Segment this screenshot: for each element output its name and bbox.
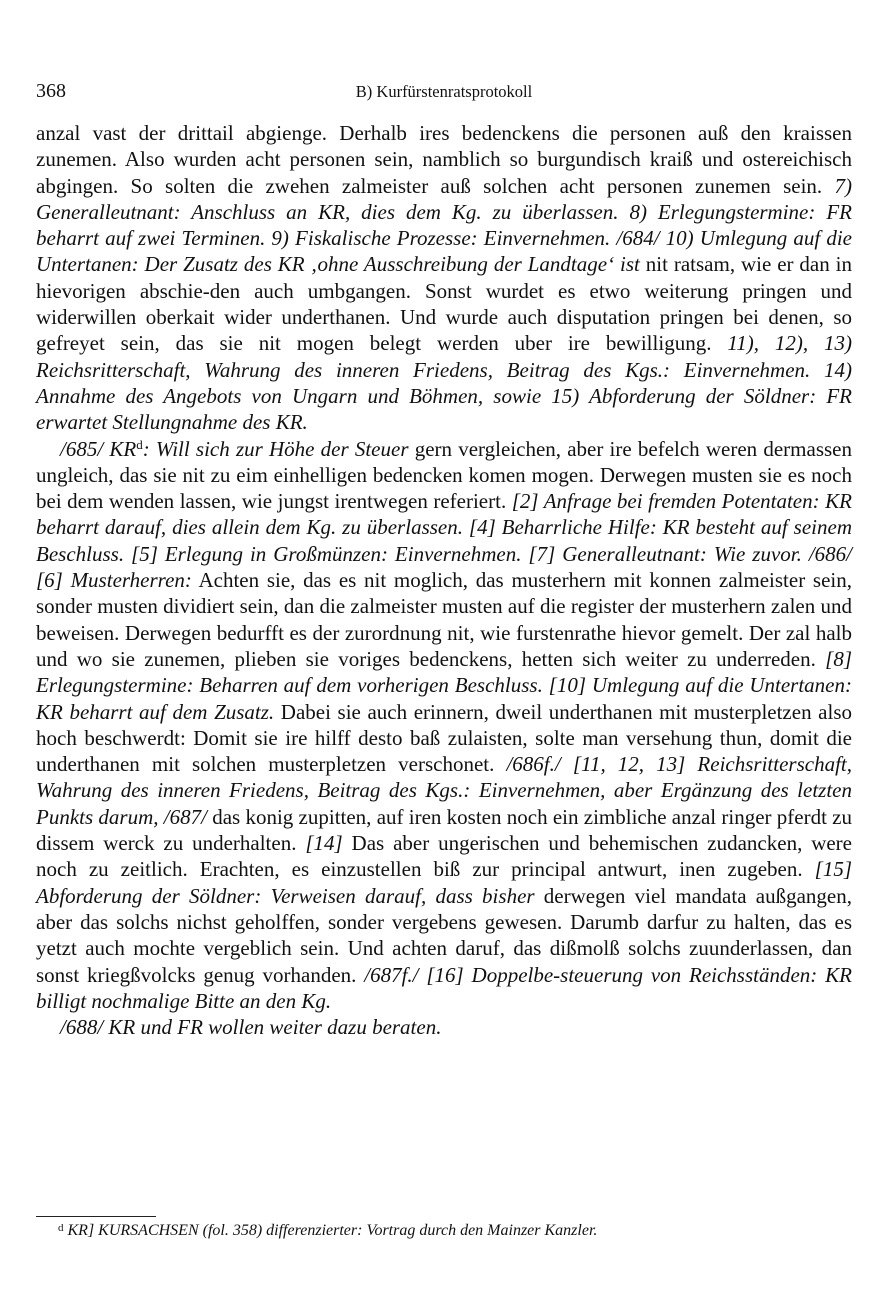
editorial-summary: [2] Anfrage bei fremden Potentaten: KR beharrt darauf, dies allein dem Kg. zu überlassen. [4] Beharrliche Hilfe: KR besteht auf seinem Beschluss. [5] Erlegung in Großmünzen: Einvernehmen. [7] Generalleutnant: Wie zuvor. /686/ [6] Musterherren: [36,489,852,593]
editorial-summary: /687f./ [16] Doppelbe-steuerung von Reichsständen: KR billigt nochmalige Bitte an den Kg. [36,962,852,1013]
page-header [36,80,852,106]
editorial-summary: /688/ KR und FR wollen weiter dazu beraten. [60,1015,442,1040]
footnote-marker: d [136,436,143,452]
text-run: Das aber ungerischen und behemischen zudancken, were noch zu zeitlich. Erachten, es einzustellen biß zur principal antwurt, inen zugeben. [36,831,852,882]
footnote-label: d [58,1222,64,1234]
footnote-text: KR] KURSACHSEN (fol. 358) differenzierter: Vortrag durch den Mainzer Kanzler. [67,1222,598,1239]
text-run: Dabei sie auch erinnern, dweil underthanen mit musterpletzen also hoch beschwerdt: Domit sie ire hilff desto baß zulaisten, solte man versehung thun, domit die underthanen mit solchen musterpletzen verschonet. [36,699,853,777]
text-run: derwegen viel mandata außgangen, aber das solchs nichst geholffen, sonder vergebens gewesen. Darumb darfur zu halten, das es yetzt auch mochte vergeblich sein. Und achten daruf, das dißmolß solchs zuunderlassen, dan sonst kriegßvolcks genug vorhanden. [36,883,852,987]
running-head: B) Kurfürstenratsprotokoll [355,82,533,101]
paragraph-1 [36,120,852,436]
text-run: gern vergleichen, aber ire befelch weren dermassen ungleich, das sie nit zu eim einhelligen bedencken komen mogen. Derwegen musten sie es noch bei dem wenden lassen, wie jungst irentwegen referiert. [36,436,852,514]
paragraph-3 [36,1014,852,1040]
editorial-summary: [8] Erlegungstermine: Beharren auf dem vorherigen Beschluss. [10] Umlegung auf die Untertanen: KR beharrt auf dem Zusatz. [36,646,852,724]
text-run: nit ratsam, wie er dan in hievorigen abschie-den auch umbgangen. Sonst wurdet es etwo weiterung pringen und widerwillen oberkait wider underthanen. Und wurde auch disputation pringen bei denen, so gefreyet sein, das sie nit mogen belegt werden uber ire bewilligung. [36,252,853,356]
text-run: anzal vast der drittail abgienge. Derhalb ires bedenckens die personen auß den kraissen zunemen. Also wurden acht personen sein, namblich so burgundisch kraiß und ostereichisch abgingen. So solten die zwehen zalmeister auß solchen acht personen zunemen sein. [36,121,852,198]
editorial-summary: : Will sich zur Höhe der Steuer [142,436,409,461]
page-number: 368 [36,80,66,102]
editorial-summary: [14] [305,831,343,856]
editorial-summary: [15] Abforderung der Söldner: Verweisen darauf, dass bisher [36,857,852,908]
text-run: Achten sie, das es nit moglich, das musterhern mit konnen zalmeister sein, sonder musten dividiert sein, dan die zalmeister musten auf die register der musterhern zalen und beweisen. Derwegen bedurfft es der zurordnung nit, wie furstenrathe hievor gemelt. Der zal halb und wo sie zunemen, plieben sie voriges bedenckens, hetten sich weiter zu underreden. [36,568,852,671]
body-text [36,120,852,1040]
editorial-summary: /685/ KR [60,436,137,461]
editorial-summary: 7) Generalleutnant: Anschluss an KR, dies dem Kg. zu überlassen. 8) Erlegungstermine: FR beharrt auf zwei Terminen. 9) Fiskalische Prozesse: Einvernehmen. /684/ 10) Umlegung auf die Untertanen: Der Zusatz des KR ‚ohne Ausschreibung der Landtage‘ ist [36,173,852,277]
footnote-divider [36,1216,156,1217]
editorial-summary: /686f./ [11, 12, 13] Reichsritterschaft, Wahrung des inneren Friedens, Beitrag des Kgs.: Einvernehmen, aber Ergänzung des letzten Punkts darum, /687/ [36,752,852,829]
footnote [58,1221,838,1241]
paragraph-2 [36,436,852,1015]
text-run: das konig zupitten, auf iren kosten noch ein zimbliche anzal ringer pferdt zu dissem werck zu underhalten. [36,804,852,856]
editorial-summary: 11), 12), 13) Reichsritterschaft, Wahrung des inneren Friedens, Beitrag des Kgs.: Einvernehmen. 14) Annahme des Angebots von Ungarn und Böhmen, sowie 15) Abforderung der Söldner: FR erwartet Stellungnahme des KR. [36,331,853,435]
